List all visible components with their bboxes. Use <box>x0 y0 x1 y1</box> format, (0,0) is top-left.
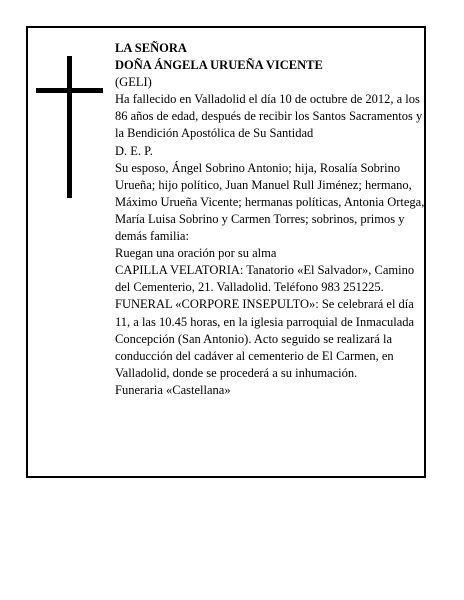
death-announcement: Ha fallecido en Valladolid el día 10 de octubre de 2012, a los 86 años de edad, después de recibir los Santos Sacramentos y la Bendición Apostólica de Su Santidad <box>115 92 423 141</box>
rest-in-peace: D. E. P. <box>115 143 153 158</box>
nickname: (GELI) <box>115 75 152 90</box>
deceased-name: DOÑA ÁNGELA URUEÑA VICENTE <box>115 58 323 73</box>
cross-vertical-bar <box>67 56 72 198</box>
notice-body <box>115 40 425 399</box>
family-list: Su esposo, Ángel Sobrino Antonio; hija, Rosalía Sobrino Urueña; hijo político, Juan Manuel Rull Jiménez; hermano, Máximo Urueña Vicente; hermanas políticas, Antonia Ortega, María Luisa Sobrino y Carmen Torres; sobrinos, primos y demás familia: <box>115 160 425 244</box>
prayer-request: Ruegan una oración por su alma <box>115 246 277 261</box>
wake-chapel-info: CAPILLA VELATORIA: Tanatorio «El Salvador», Camino del Cementerio, 21. Valladolid. Teléfono 983 251225. <box>115 263 415 295</box>
cross-horizontal-bar <box>36 88 103 93</box>
funeral-info: FUNERAL «CORPORE INSEPULTO»: Se celebrará el día 11, a las 10.45 horas, en la iglesia parroquial de Inmaculada Concepción (San Antonio). Acto seguido se realizará la conducción del cadáver al cementerio de El Carmen, en Valladolid, donde se procederá a su inhumación. <box>115 297 415 380</box>
title-line: LA SEÑORA <box>115 41 187 55</box>
funeral-home: Funeraria «Castellana» <box>115 382 231 397</box>
obituary-notice <box>26 26 426 478</box>
